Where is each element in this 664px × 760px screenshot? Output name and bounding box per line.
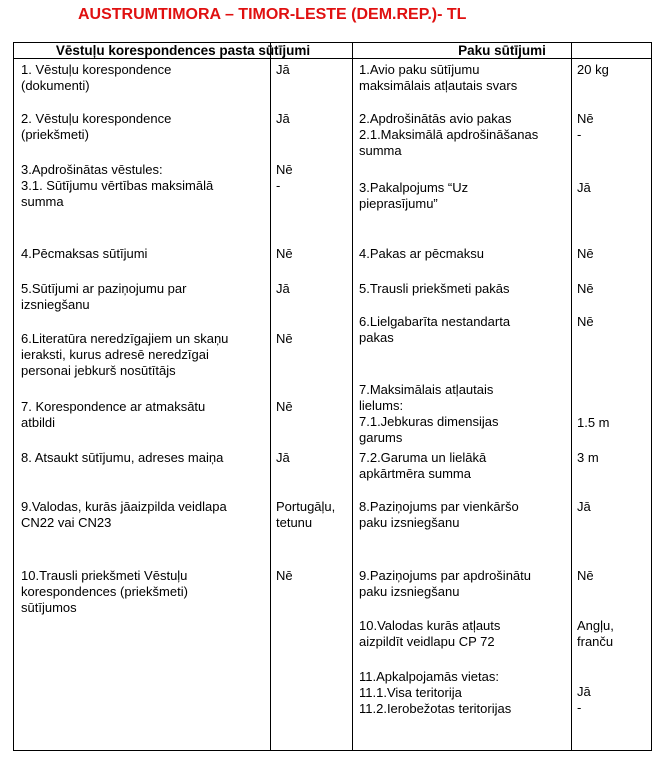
parcel-item-value: Jā (577, 499, 591, 514)
parcel-item-label: 4.Pakas ar pēcmaksu (359, 246, 485, 261)
parcel-item-label: 11.Apkalpojamās vietas: 11.1.Visa teritorija 11.2.Ierobežotas teritorijas (359, 669, 512, 716)
parcel-item-label: 3.Pakalpojums “Uz pieprasījumu” (359, 180, 469, 211)
header-letter-mail: Vēstuļu korespondences pasta sūtījumi (55, 43, 311, 58)
parcel-item-value: Jā - (577, 684, 591, 715)
header-parcels: Paku sūtījumi (458, 43, 546, 58)
column-divider (571, 42, 572, 751)
letter-mail-item-value: Portugāļu, tetunu (276, 499, 336, 530)
column-divider (352, 42, 353, 751)
header-divider (13, 58, 652, 59)
letter-mail-item-value: Jā (276, 111, 290, 126)
parcel-item-value: Nē (577, 314, 594, 329)
letter-mail-item-value: Nē (276, 331, 293, 346)
letter-mail-item-value: Jā (276, 281, 290, 296)
parcel-item-value: 1.5 m (577, 415, 610, 430)
parcel-item-value: Angļu, franču (577, 618, 614, 649)
letter-mail-item-value: Nē (276, 399, 293, 414)
parcel-item-label: 2.Apdrošinātās avio pakas 2.1.Maksimālā apdrošināšanas summa (359, 111, 539, 158)
parcel-item-label: 6.Lielgabarīta nestandarta pakas (359, 314, 511, 345)
letter-mail-item-value: Nē (276, 246, 293, 261)
parcel-item-label: 1.Avio paku sūtījumu maksimālais atļautais svars (359, 62, 518, 93)
letter-mail-item-label: 1. Vēstuļu korespondence (dokumenti) (21, 62, 172, 93)
letter-mail-item-value: Nē - (276, 162, 293, 193)
letter-mail-item-value: Nē (276, 568, 293, 583)
parcel-item-label: 7.Maksimālais atļautais lielums: 7.1.Jebkuras dimensijas garums (359, 382, 499, 445)
parcel-item-label: 8.Paziņojums par vienkāršo paku izsniegšanu (359, 499, 519, 530)
page-title: AUSTRUMTIMORA – TIMOR-LESTE (DEM.REP.)- TL (78, 6, 467, 23)
letter-mail-item-label: 4.Pēcmaksas sūtījumi (21, 246, 148, 261)
parcel-item-value: Nē (577, 246, 594, 261)
column-divider (270, 42, 271, 751)
letter-mail-item-label: 7. Korespondence ar atmaksātu atbildi (21, 399, 206, 430)
parcel-item-label: 10.Valodas kurās atļauts aizpildīt veidlapu CP 72 (359, 618, 501, 649)
letter-mail-item-label: 2. Vēstuļu korespondence (priekšmeti) (21, 111, 172, 142)
letter-mail-item-label: 9.Valodas, kurās jāaizpilda veidlapa CN22 vai CN23 (21, 499, 227, 530)
parcel-item-value: Nē (577, 568, 594, 583)
letter-mail-item-label: 3.Apdrošinātas vēstules: 3.1. Sūtījumu vērtības maksimālā summa (21, 162, 214, 209)
parcel-item-value: Nē (577, 281, 594, 296)
letter-mail-item-value: Jā (276, 62, 290, 77)
letter-mail-item-label: 8. Atsaukt sūtījumu, adreses maiņa (21, 450, 224, 465)
parcel-item-label: 9.Paziņojums par apdrošinātu paku izsniegšanu (359, 568, 531, 599)
letter-mail-item-label: 5.Sūtījumi ar paziņojumu par izsniegšanu (21, 281, 187, 312)
parcel-item-label: 5.Trausli priekšmeti pakās (359, 281, 510, 296)
letter-mail-item-value: Jā (276, 450, 290, 465)
parcel-item-value: 3 m (577, 450, 599, 465)
letter-mail-item-label: 6.Literatūra neredzīgajiem un skaņu ieraksti, kurus adresē neredzīgai personai jebkurš nosūtītājs (21, 331, 229, 378)
letter-mail-item-label: 10.Trausli priekšmeti Vēstuļu korespondences (priekšmeti) sūtījumos (21, 568, 188, 615)
parcel-item-value: Jā (577, 180, 591, 195)
parcel-item-label: 7.2.Garuma un lielākā apkārtmēra summa (359, 450, 487, 481)
parcel-item-value: Nē - (577, 111, 594, 142)
parcel-item-value: 20 kg (577, 62, 609, 77)
